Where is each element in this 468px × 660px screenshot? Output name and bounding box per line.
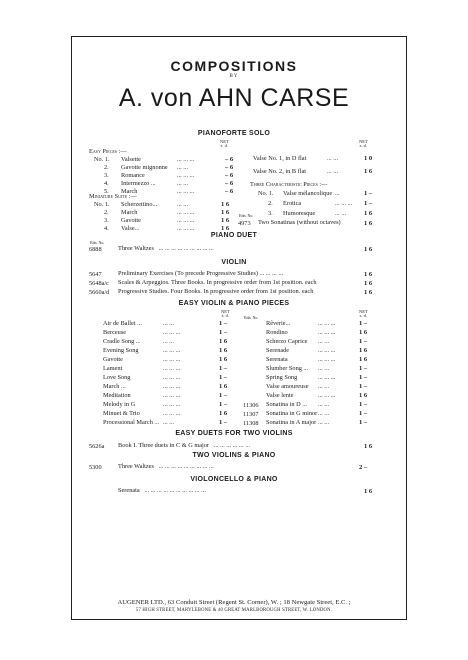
list-item-price: 1 6 — [359, 392, 368, 399]
list-item-number: No. 1. — [258, 190, 274, 197]
list-item-dots: ... — [335, 190, 340, 197]
list-item-price: 1 6 — [221, 201, 230, 208]
list-item-dots: ... ... ... — [163, 392, 181, 399]
list-item-title: Gavotte — [103, 356, 123, 363]
list-item-title: Valse mélancolique — [283, 190, 333, 197]
section-piano-duet: PIANO DUET — [210, 232, 258, 239]
list-item-dots: ... ... — [163, 338, 175, 345]
list-item-title: Preliminary Exercises (To precede Progressive Studies) ... ... ... ... — [118, 270, 284, 277]
section-easy-duets: EASY DUETS FOR TWO VIOLINS — [175, 430, 293, 437]
list-item-price: 1 6 — [364, 271, 373, 278]
list-item-price: 1 6 — [219, 410, 228, 417]
easy-duet-title: Book I. Three duets in C & G major ... ... ... ... ... ... — [118, 442, 250, 449]
list-item-title: Scales & Arpeggios. Three Books. In progressive order from 1st position. each — [118, 279, 317, 286]
list-item-price: 1 6 — [219, 383, 228, 390]
subheading-miniature-suite: Miniature Suite :— — [89, 193, 137, 200]
sonatinas-edn: 4973 — [238, 220, 251, 227]
list-item-dots: ... ... ... — [318, 356, 336, 363]
list-item-dots: ... ... — [177, 201, 189, 208]
list-item-edn: 11308 — [243, 420, 259, 427]
list-item-title: Slumber Song ... — [266, 365, 309, 372]
list-item-dots: ... ... ... — [318, 374, 336, 381]
list-item-title: Serenata — [266, 356, 288, 363]
list-item-price: 1 6 — [219, 347, 228, 354]
list-item-dots: ... ... — [318, 365, 330, 372]
list-item-number: 2. — [104, 164, 109, 171]
list-item-edn: 5648a/c — [89, 280, 109, 287]
list-item-dots: ... ... ... — [318, 320, 336, 327]
list-item-dots: ... ... ... — [335, 200, 353, 207]
list-item-dots: ... ... ... — [177, 209, 195, 216]
list-item-dots: ... ... — [335, 210, 347, 217]
list-item-title: Valse No. 1, in D flat — [253, 155, 307, 162]
list-item-dots: ... ... ... — [163, 365, 181, 372]
subheading-characteristic: Three Characteristic Pieces :— — [250, 181, 328, 188]
list-item-title: Sonatina in G minor — [266, 410, 318, 417]
list-item-price: 1 6 — [359, 347, 368, 354]
list-item-title: March ... — [103, 383, 126, 390]
list-item-edn: 11307 — [243, 411, 259, 418]
list-item-dots: ... ... — [163, 419, 175, 426]
list-item-price: – 6 — [225, 164, 234, 171]
list-item-price: 1 0 — [364, 155, 373, 162]
list-item-price: 1 – — [359, 365, 368, 372]
list-item-title: Gavotte mignonne — [121, 164, 168, 171]
list-item-price: 1 6 — [221, 217, 230, 224]
duet-price: 1 6 — [364, 246, 373, 253]
duet-title: Three Waltzes ... ... ... ... ... ... ... ... ... — [118, 245, 214, 252]
list-item-edn: 11306 — [243, 402, 259, 409]
net-header-left: NET s. d. — [220, 139, 229, 148]
list-item-title: March — [121, 188, 138, 195]
list-item-title: Rondino — [266, 329, 288, 336]
list-item-dots: ... ... — [327, 155, 339, 162]
list-item-dots: ... ... — [177, 164, 189, 171]
list-item-title: Berceuse — [103, 329, 127, 336]
edn-label-solo: Edn. No. — [239, 213, 254, 218]
publisher-line: AUGENER LTD., 63 Conduit Street (Regent St. Corner), W. ; 18 Newgate Street, E.C. ; — [117, 599, 351, 606]
list-item-title: Romance — [121, 172, 145, 179]
list-item-price: 1 6 — [364, 280, 373, 287]
list-item-price: 1 – — [364, 190, 373, 197]
list-item-title: Spring Song — [266, 374, 298, 381]
list-item-price: 1 – — [219, 329, 228, 336]
list-item-number: No. 1. — [94, 201, 110, 208]
list-item-price: – 6 — [225, 156, 234, 163]
list-item-dots: ... ... — [318, 401, 330, 408]
by-label: BY — [229, 74, 239, 79]
section-two-violins: TWO VIOLINS & PIANO — [192, 452, 276, 459]
list-item-number: 4. — [104, 225, 109, 232]
list-item-title: Minuet & Trio — [103, 410, 140, 417]
list-item-dots: ... ... ... — [177, 156, 195, 163]
list-item-dots: ... ... — [163, 320, 175, 327]
list-item-title: Scherzettino... — [121, 201, 158, 208]
list-item-dots: ... ... ... — [163, 383, 181, 390]
list-item-dots: ... ... ... — [318, 392, 336, 399]
two-violins-title: Three Waltzes ... ... ... ... ... ... ... ... ... — [118, 463, 214, 470]
sonatinas-title: Two Sonatinas (without octaves) — [258, 219, 341, 226]
list-item-title: Erotica — [283, 200, 302, 207]
list-item-title: Rêverie... — [266, 320, 291, 327]
publisher-address: 57 HIGH STREET, MARYLEBONE & 40 GREAT MARLBOROUGH STREET, W. LONDON. — [135, 608, 333, 613]
duet-edn: 6888 — [89, 246, 102, 253]
list-item-title: March — [121, 209, 138, 216]
list-item-price: 1 – — [359, 374, 368, 381]
list-item-title: Valsette — [121, 156, 141, 163]
list-item-number: 3. — [104, 217, 109, 224]
net-header-right: NET s. d. — [359, 139, 368, 148]
list-item-price: 1 – — [219, 401, 228, 408]
list-item-price: 1 – — [219, 374, 228, 381]
list-item-number: No. 1. — [94, 156, 110, 163]
list-item-title: Valse lente — [266, 392, 294, 399]
list-item-dots: ... ... ... — [163, 347, 181, 354]
list-item-number: 5. — [104, 188, 109, 195]
subheading-easy-pieces: Easy Pieces :— — [89, 148, 127, 155]
list-item-price: 1 6 — [364, 168, 373, 175]
list-item-dots: ... ... — [177, 180, 189, 187]
section-violin-piano: EASY VIOLIN & PIANO PIECES — [178, 300, 290, 307]
list-item-title: Valse No. 2, in B flat — [253, 168, 306, 175]
list-item-price: 1 6 — [221, 209, 230, 216]
list-item-price: – 6 — [225, 180, 234, 187]
list-item-title: Air de Ballet ... — [103, 320, 142, 327]
list-item-dots: ... ... ... — [163, 329, 181, 336]
list-item-dots: ... ... ... — [318, 347, 336, 354]
list-item-dots: ... ... ... — [163, 356, 181, 363]
two-violins-price: 2 – — [359, 464, 368, 471]
list-item-title: Cradle Song ... — [103, 338, 141, 345]
list-item-dots: ... ... ... — [177, 172, 195, 179]
list-item-title: Love Song — [103, 374, 131, 381]
list-item-title: Evening Song — [103, 347, 139, 354]
list-item-dots: ... ... ... — [163, 374, 181, 381]
list-item-dots: ... ... ... — [177, 225, 195, 232]
edn-label-vp: Edn. No. — [244, 315, 259, 320]
list-item-price: 1 6 — [359, 329, 368, 336]
list-item-number: 4. — [104, 180, 109, 187]
list-item-dots: ... ... ... — [318, 329, 336, 336]
list-item-title: Sonatina in D ... — [266, 401, 307, 408]
list-item-title: Meditation — [103, 392, 131, 399]
net-header-vp-left: NET s. d. — [221, 309, 230, 318]
section-cello: VIOLONCELLO & PIANO — [190, 476, 278, 483]
list-item-dots: ... ... — [318, 410, 330, 417]
list-item-price: 1 6 — [359, 356, 368, 363]
sonatinas-price: 1 6 — [364, 220, 373, 227]
list-item-title: Valse... — [121, 225, 140, 232]
two-violins-edn: 5300 — [89, 464, 102, 471]
list-item-price: 1 – — [359, 383, 368, 390]
list-item-dots: ... ... — [318, 383, 330, 390]
list-item-title: Humoresque — [283, 210, 316, 217]
list-item-title: Processional March ... — [103, 419, 160, 426]
section-violin: VIOLIN — [221, 259, 247, 266]
list-item-price: 1 6 — [219, 356, 228, 363]
list-item-price: 1 – — [359, 338, 368, 345]
list-item-price: – 6 — [225, 188, 234, 195]
list-item-title: Valse amoureuse — [266, 383, 309, 390]
list-item-number: 3. — [268, 210, 273, 217]
list-item-dots: ... ... — [318, 419, 330, 426]
list-item-dots: ... ... — [327, 168, 339, 175]
list-item-title: Lament — [103, 365, 123, 372]
cello-price: 1 6 — [364, 488, 373, 495]
list-item-price: 1 – — [219, 365, 228, 372]
list-item-price: 1 6 — [221, 225, 230, 232]
list-item-dots: ... ... — [318, 338, 330, 345]
list-item-title: Melody in G — [103, 401, 136, 408]
net-header-vp-right: NET s. d. — [359, 309, 368, 318]
list-item-title: Sonatina in A major — [266, 419, 317, 426]
list-item-number: 2. — [104, 209, 109, 216]
list-item-price: 1 – — [359, 410, 368, 417]
list-item-price: 1 – — [364, 200, 373, 207]
list-item-price: 1 – — [219, 419, 228, 426]
list-item-price: 1 6 — [364, 210, 373, 217]
list-item-price: 1 – — [359, 419, 368, 426]
page-border — [71, 36, 407, 620]
list-item-edn: 5660a/d — [89, 289, 110, 296]
list-item-title: Progressive Studies. Four Books. In progressive order from 1st position. each — [118, 288, 314, 295]
easy-duet-price: 1 6 — [364, 443, 373, 450]
list-item-title: Serenade — [266, 347, 290, 354]
list-item-dots: ... ... ... — [177, 217, 195, 224]
list-item-dots: ... ... ... — [177, 188, 195, 195]
list-item-title: Scherzo Caprice — [266, 338, 308, 345]
list-item-price: – 6 — [225, 172, 234, 179]
list-item-dots: ... ... ... — [163, 401, 181, 408]
list-item-dots: ... ... ... — [163, 410, 181, 417]
composer-name: A. von AHN CARSE — [118, 84, 350, 112]
cello-title: Serenata ... ... ... ... ... ... ... ... ... ... — [118, 487, 206, 494]
list-item-title: Intermezzo ... — [121, 180, 156, 187]
list-item-number: 2. — [268, 200, 273, 207]
section-piano-solo: PIANOFORTE SOLO — [197, 130, 271, 137]
easy-duet-edn: 5626a — [89, 443, 105, 450]
list-item-price: 1 – — [219, 392, 228, 399]
page-title: COMPOSITIONS — [170, 58, 298, 74]
list-item-price: 1 6 — [219, 338, 228, 345]
list-item-price: 1 – — [219, 320, 228, 327]
list-item-edn: 5647 — [89, 271, 102, 278]
list-item-price: 1 – — [359, 401, 368, 408]
list-item-price: 1 6 — [364, 289, 373, 296]
list-item-price: 1 – — [359, 320, 368, 327]
edn-label-duet: Edn. No. — [90, 240, 105, 245]
list-item-title: Gavotte — [121, 217, 141, 224]
list-item-number: 3. — [104, 172, 109, 179]
